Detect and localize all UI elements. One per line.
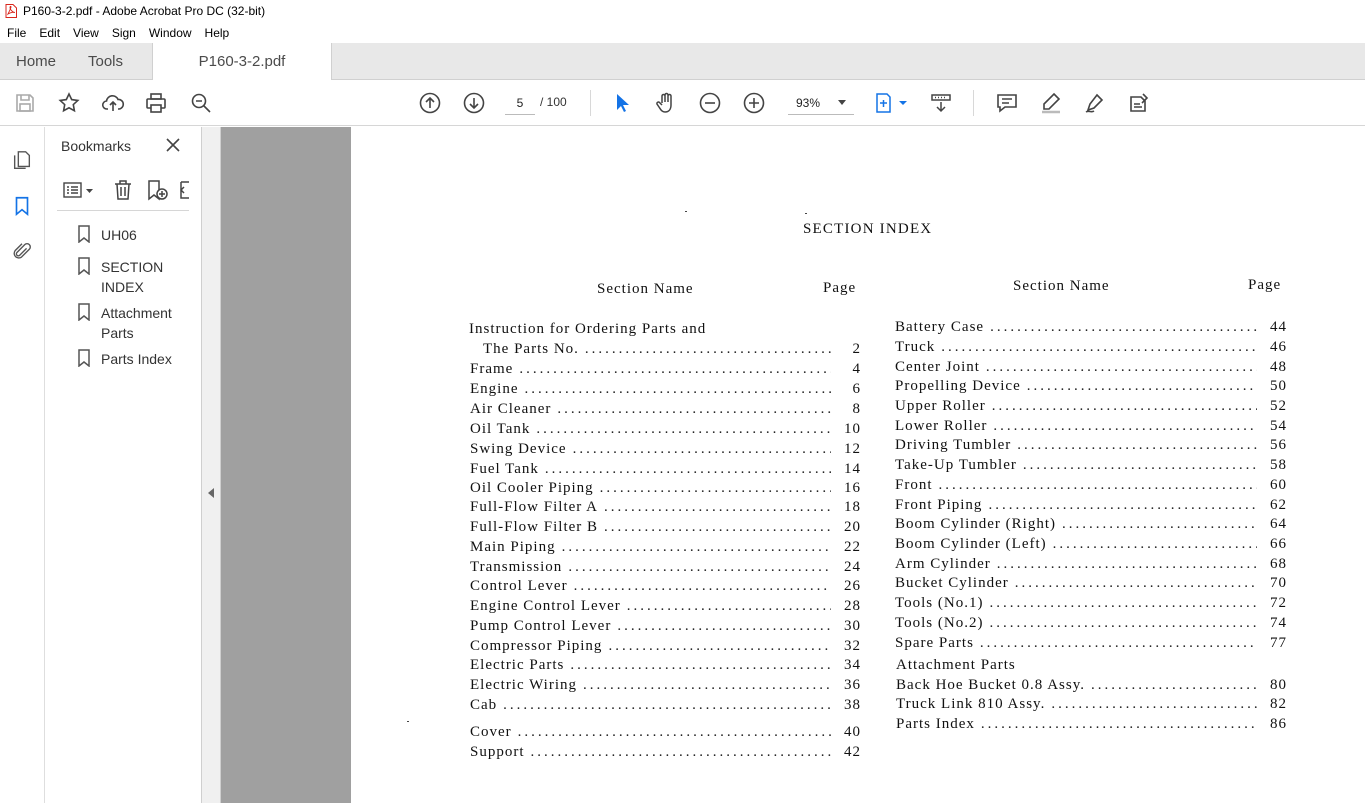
index-entry bbox=[896, 675, 1287, 695]
dot-leader bbox=[992, 396, 1257, 416]
dot-leader bbox=[518, 722, 831, 742]
index-entry bbox=[895, 613, 1287, 633]
index-entry-name: The Parts No. bbox=[483, 341, 579, 357]
index-entry-name: Frame bbox=[470, 361, 514, 377]
dot-leader bbox=[1027, 376, 1257, 396]
sign-pen-icon[interactable] bbox=[1082, 90, 1108, 116]
index-entry-name: Boom Cylinder (Right) bbox=[895, 516, 1056, 532]
bookmarks-panel bbox=[45, 127, 202, 803]
index-entry-page: 74 bbox=[1270, 615, 1287, 631]
dot-leader bbox=[525, 379, 832, 399]
index-entry-page: 6 bbox=[852, 381, 861, 397]
index-entry-name: Engine Control Lever bbox=[470, 598, 621, 614]
bookmarks-panel-icon[interactable] bbox=[10, 194, 34, 218]
index-entry bbox=[470, 497, 861, 517]
dot-leader bbox=[1023, 455, 1257, 475]
index-entry-page: 77 bbox=[1270, 635, 1287, 651]
toolbar-divider bbox=[590, 90, 591, 116]
index-entry bbox=[470, 439, 861, 459]
document-viewer[interactable] bbox=[221, 127, 1365, 803]
left-column-header-page: Page bbox=[823, 280, 857, 296]
index-entry bbox=[895, 435, 1287, 455]
menu-view[interactable]: View bbox=[73, 25, 99, 40]
bookmark-label: SECTION INDEX bbox=[101, 259, 164, 295]
index-entry-page: 10 bbox=[844, 421, 861, 437]
index-entry-page: 18 bbox=[844, 499, 861, 515]
index-entry-name: Center Joint bbox=[895, 359, 980, 375]
index-entry bbox=[470, 616, 861, 636]
bookmark-item[interactable] bbox=[77, 225, 191, 245]
index-entry bbox=[470, 636, 861, 656]
index-entry-name: Front Piping bbox=[895, 497, 983, 513]
index-entry-name: Oil Cooler Piping bbox=[470, 480, 594, 496]
toolbar bbox=[0, 80, 1365, 126]
index-entry-name: Fuel Tank bbox=[470, 461, 539, 477]
index-entry bbox=[470, 557, 861, 577]
index-entry bbox=[470, 722, 861, 742]
save-icon[interactable] bbox=[12, 90, 38, 116]
page-total-label: / 100 bbox=[540, 95, 567, 109]
zoom-in-icon[interactable] bbox=[741, 90, 767, 116]
index-entry-page: 64 bbox=[1270, 516, 1287, 532]
expand-bookmark-icon[interactable] bbox=[175, 178, 189, 202]
bookmark-icon bbox=[77, 225, 91, 243]
tab-home[interactable]: Home bbox=[16, 53, 57, 70]
index-entry bbox=[895, 554, 1287, 574]
index-entry-name: Full-Flow Filter B bbox=[470, 519, 599, 535]
zoom-level-value: 93% bbox=[796, 95, 821, 110]
index-entry-page: 8 bbox=[852, 401, 861, 417]
index-entry-page: 72 bbox=[1270, 595, 1287, 611]
index-entry-page: 12 bbox=[844, 441, 861, 457]
dot-leader bbox=[1062, 514, 1257, 534]
new-bookmark-icon[interactable] bbox=[145, 178, 169, 202]
page-title: SECTION INDEX bbox=[803, 221, 933, 237]
index-entry bbox=[895, 376, 1287, 396]
index-entry bbox=[470, 695, 861, 715]
index-entry-page: 16 bbox=[844, 480, 861, 496]
index-entry bbox=[895, 396, 1287, 416]
index-entry-name: Tools (No.1) bbox=[895, 595, 984, 611]
dot-leader bbox=[600, 478, 831, 498]
dot-leader bbox=[989, 593, 1257, 613]
index-entry-name: Cab bbox=[470, 697, 498, 713]
chevron-down-icon bbox=[838, 100, 846, 105]
scan-speck bbox=[407, 721, 409, 722]
bookmarks-toolbar bbox=[57, 173, 189, 211]
dot-leader bbox=[1051, 694, 1257, 714]
index-entry-page: 58 bbox=[1270, 457, 1287, 473]
index-entry-name: Front bbox=[895, 477, 933, 493]
index-entry-page: 4 bbox=[852, 361, 861, 377]
index-entry bbox=[470, 459, 861, 479]
dot-leader bbox=[604, 497, 831, 517]
index-entry bbox=[470, 478, 861, 498]
chevron-left-icon bbox=[208, 488, 214, 498]
bookmark-label: Parts Index bbox=[101, 351, 172, 367]
index-entry-page: 40 bbox=[844, 724, 861, 740]
select-cursor-icon[interactable] bbox=[609, 90, 635, 116]
bookmark-label: Attachment Parts bbox=[101, 305, 172, 341]
dot-leader bbox=[627, 596, 831, 616]
scan-speck bbox=[805, 213, 807, 214]
index-entry bbox=[895, 337, 1287, 357]
next-page-icon[interactable] bbox=[461, 90, 487, 116]
left-column-header-name: Section Name bbox=[597, 281, 694, 297]
fit-page-icon[interactable] bbox=[873, 90, 909, 116]
bookmark-label: UH06 bbox=[101, 227, 137, 243]
pdf-page bbox=[351, 127, 1365, 803]
index-entry bbox=[895, 573, 1287, 593]
index-entry bbox=[895, 534, 1287, 554]
index-entry-page: 20 bbox=[844, 519, 861, 535]
index-entry-page: 80 bbox=[1270, 677, 1287, 693]
bookmark-item[interactable] bbox=[77, 303, 191, 343]
close-icon[interactable] bbox=[165, 137, 181, 153]
dot-leader bbox=[1053, 534, 1257, 554]
index-entry-page: 86 bbox=[1270, 716, 1287, 732]
index-entry-name: Oil Tank bbox=[470, 421, 531, 437]
index-entry-page: 54 bbox=[1270, 418, 1287, 434]
dot-leader bbox=[1015, 573, 1257, 593]
right-column-header-name: Section Name bbox=[1013, 278, 1110, 294]
index-entry-page: 42 bbox=[844, 744, 861, 760]
tab-tools[interactable]: Tools bbox=[88, 53, 124, 70]
index-entry-page: 48 bbox=[1270, 359, 1287, 375]
index-entry-name: Parts Index bbox=[896, 716, 975, 732]
index-entry bbox=[470, 596, 861, 616]
fill-sign-icon[interactable] bbox=[1126, 90, 1152, 116]
page-number-input[interactable] bbox=[505, 91, 535, 115]
tab-bar bbox=[0, 43, 1365, 80]
dot-leader bbox=[993, 416, 1257, 436]
index-entry bbox=[895, 495, 1287, 515]
dot-leader bbox=[503, 695, 831, 715]
highlight-pen-icon[interactable] bbox=[1038, 90, 1064, 116]
index-entry-name: Boom Cylinder (Left) bbox=[895, 536, 1047, 552]
zoom-level-dropdown[interactable] bbox=[788, 91, 854, 115]
index-entry bbox=[896, 694, 1287, 714]
previous-page-icon[interactable] bbox=[417, 90, 443, 116]
index-entry-page: 44 bbox=[1270, 319, 1287, 335]
attachment-heading: Attachment Parts bbox=[896, 657, 1016, 673]
dot-leader bbox=[562, 537, 831, 557]
dot-leader bbox=[939, 475, 1257, 495]
upload-cloud-icon[interactable] bbox=[100, 90, 126, 116]
menu-help[interactable]: Help bbox=[204, 25, 230, 40]
hand-tool-icon[interactable] bbox=[653, 90, 679, 116]
bookmark-star-icon[interactable] bbox=[56, 90, 82, 116]
right-column-header-page: Page bbox=[1248, 277, 1282, 293]
comment-icon[interactable] bbox=[994, 90, 1020, 116]
dot-leader bbox=[988, 495, 1257, 515]
index-entry-page: 56 bbox=[1270, 437, 1287, 453]
index-entry-page: 50 bbox=[1270, 378, 1287, 394]
index-entry-page: 82 bbox=[1270, 696, 1287, 712]
index-entry-page: 70 bbox=[1270, 575, 1287, 591]
index-entry-name: Air Cleaner bbox=[470, 401, 552, 417]
index-entry bbox=[895, 633, 1287, 653]
index-entry-name: Electric Parts bbox=[470, 657, 565, 673]
index-entry-name: Driving Tumbler bbox=[895, 437, 1012, 453]
menu-edit[interactable]: Edit bbox=[39, 25, 61, 40]
dot-leader bbox=[989, 613, 1257, 633]
index-entry-page: 52 bbox=[1270, 398, 1287, 414]
index-entry-name: Truck bbox=[895, 339, 936, 355]
index-entry bbox=[470, 359, 861, 379]
index-entry bbox=[470, 655, 861, 675]
index-entry-name: Arm Cylinder bbox=[895, 556, 991, 572]
scan-speck bbox=[685, 211, 687, 212]
index-entry-page: 2 bbox=[852, 341, 861, 357]
dot-leader bbox=[573, 439, 831, 459]
bookmark-options-icon[interactable] bbox=[61, 178, 95, 202]
dot-leader bbox=[585, 339, 831, 359]
window-title: P160-3-2.pdf - Adobe Acrobat Pro DC (32-bit) bbox=[23, 4, 266, 18]
index-entry bbox=[895, 357, 1287, 377]
index-entry bbox=[483, 339, 861, 359]
dot-leader bbox=[981, 714, 1257, 734]
dot-leader bbox=[1091, 675, 1257, 695]
left-rail bbox=[0, 127, 45, 803]
acrobat-pdf-icon bbox=[5, 4, 17, 18]
index-entry-name: Spare Parts bbox=[895, 635, 974, 651]
index-entry-page: 32 bbox=[844, 638, 861, 654]
index-entry-name: Compressor Piping bbox=[470, 638, 603, 654]
bookmark-icon bbox=[77, 257, 91, 275]
dot-leader bbox=[608, 636, 831, 656]
index-entry-page: 34 bbox=[844, 657, 861, 673]
index-entry bbox=[895, 317, 1287, 337]
bookmark-icon bbox=[77, 349, 91, 367]
delete-bookmark-icon[interactable] bbox=[111, 178, 135, 202]
dot-leader bbox=[1017, 435, 1257, 455]
index-entry-page: 22 bbox=[844, 539, 861, 555]
dot-leader bbox=[980, 633, 1257, 653]
title-bar bbox=[0, 0, 1365, 22]
bookmark-icon bbox=[77, 303, 91, 321]
dot-leader bbox=[568, 557, 831, 577]
dot-leader bbox=[574, 576, 831, 596]
index-entry bbox=[895, 514, 1287, 534]
dot-leader bbox=[941, 337, 1257, 357]
index-entry-name: Lower Roller bbox=[895, 418, 988, 434]
tab-document[interactable]: P160-3-2.pdf bbox=[152, 43, 332, 80]
index-entry-page: 14 bbox=[844, 461, 861, 477]
dot-leader bbox=[997, 554, 1257, 574]
dot-leader bbox=[604, 517, 831, 537]
dot-leader bbox=[519, 359, 831, 379]
index-entry-name: Engine bbox=[470, 381, 519, 397]
bookmark-item[interactable] bbox=[77, 257, 191, 297]
toolbar-divider bbox=[973, 90, 974, 116]
index-entry bbox=[896, 714, 1287, 734]
index-entry bbox=[470, 419, 861, 439]
attachments-paperclip-icon[interactable] bbox=[10, 240, 34, 264]
dot-leader bbox=[617, 616, 831, 636]
index-intro-line: Instruction for Ordering Parts and bbox=[469, 321, 707, 337]
index-entry-page: 36 bbox=[844, 677, 861, 693]
dot-leader bbox=[986, 357, 1257, 377]
index-entry-name: Cover bbox=[470, 724, 512, 740]
panel-collapse-handle[interactable] bbox=[202, 127, 221, 803]
index-entry bbox=[895, 593, 1287, 613]
dot-leader bbox=[583, 675, 831, 695]
index-entry bbox=[470, 399, 861, 419]
index-entry-name: Support bbox=[470, 744, 525, 760]
index-entry-name: Swing Device bbox=[470, 441, 567, 457]
index-entry bbox=[470, 517, 861, 537]
menu-file[interactable]: File bbox=[7, 25, 27, 40]
index-entry-page: 62 bbox=[1270, 497, 1287, 513]
dot-leader bbox=[570, 655, 831, 675]
index-entry-page: 30 bbox=[844, 618, 861, 634]
index-entry-page: 28 bbox=[844, 598, 861, 614]
index-entry-page: 24 bbox=[844, 559, 861, 575]
index-entry-page: 38 bbox=[844, 697, 861, 713]
index-entry-name: Tools (No.2) bbox=[895, 615, 984, 631]
index-entry-page: 60 bbox=[1270, 477, 1287, 493]
index-entry-name: Pump Control Lever bbox=[470, 618, 612, 634]
index-entry bbox=[895, 416, 1287, 436]
index-entry-name: Bucket Cylinder bbox=[895, 575, 1009, 591]
find-zoom-icon[interactable] bbox=[188, 90, 214, 116]
index-entry bbox=[470, 379, 861, 399]
index-entry bbox=[470, 675, 861, 695]
dot-leader bbox=[990, 317, 1257, 337]
index-entry-name: Main Piping bbox=[470, 539, 556, 555]
dot-leader bbox=[536, 419, 831, 439]
index-entry-name: Upper Roller bbox=[895, 398, 986, 414]
index-entry-name: Battery Case bbox=[895, 319, 985, 335]
menu-sign[interactable]: Sign bbox=[111, 25, 136, 40]
index-entry-name: Back Hoe Bucket 0.8 Assy. bbox=[896, 677, 1086, 693]
index-entry-name: Control Lever bbox=[470, 578, 568, 594]
index-entry bbox=[895, 455, 1287, 475]
index-entry-name: Truck Link 810 Assy. bbox=[896, 696, 1046, 712]
index-entry-page: 26 bbox=[844, 578, 861, 594]
index-entry-name: Transmission bbox=[470, 559, 563, 575]
page-thumbnails-icon[interactable] bbox=[10, 148, 34, 172]
index-entry-name: Electric Wiring bbox=[470, 677, 577, 693]
index-entry-page: 66 bbox=[1270, 536, 1287, 552]
index-entry-name: Full-Flow Filter A bbox=[470, 499, 599, 515]
bookmarks-panel-title: Bookmarks bbox=[61, 138, 132, 154]
zoom-out-icon[interactable] bbox=[697, 90, 723, 116]
dot-leader bbox=[557, 399, 831, 419]
scroll-mode-icon[interactable] bbox=[928, 90, 954, 116]
menu-window[interactable]: Window bbox=[148, 25, 192, 40]
index-entry bbox=[895, 475, 1287, 495]
index-entry-page: 46 bbox=[1270, 339, 1287, 355]
index-entry bbox=[470, 742, 861, 762]
index-entry bbox=[470, 537, 861, 557]
index-entry bbox=[470, 576, 861, 596]
bookmark-item[interactable] bbox=[77, 349, 191, 369]
index-entry-page: 68 bbox=[1270, 556, 1287, 572]
dot-leader bbox=[531, 742, 831, 762]
menu-bar bbox=[0, 22, 1365, 43]
dot-leader bbox=[545, 459, 831, 479]
print-icon[interactable] bbox=[143, 90, 169, 116]
index-entry-name: Propelling Device bbox=[895, 378, 1021, 394]
index-entry-name: Take-Up Tumbler bbox=[895, 457, 1017, 473]
